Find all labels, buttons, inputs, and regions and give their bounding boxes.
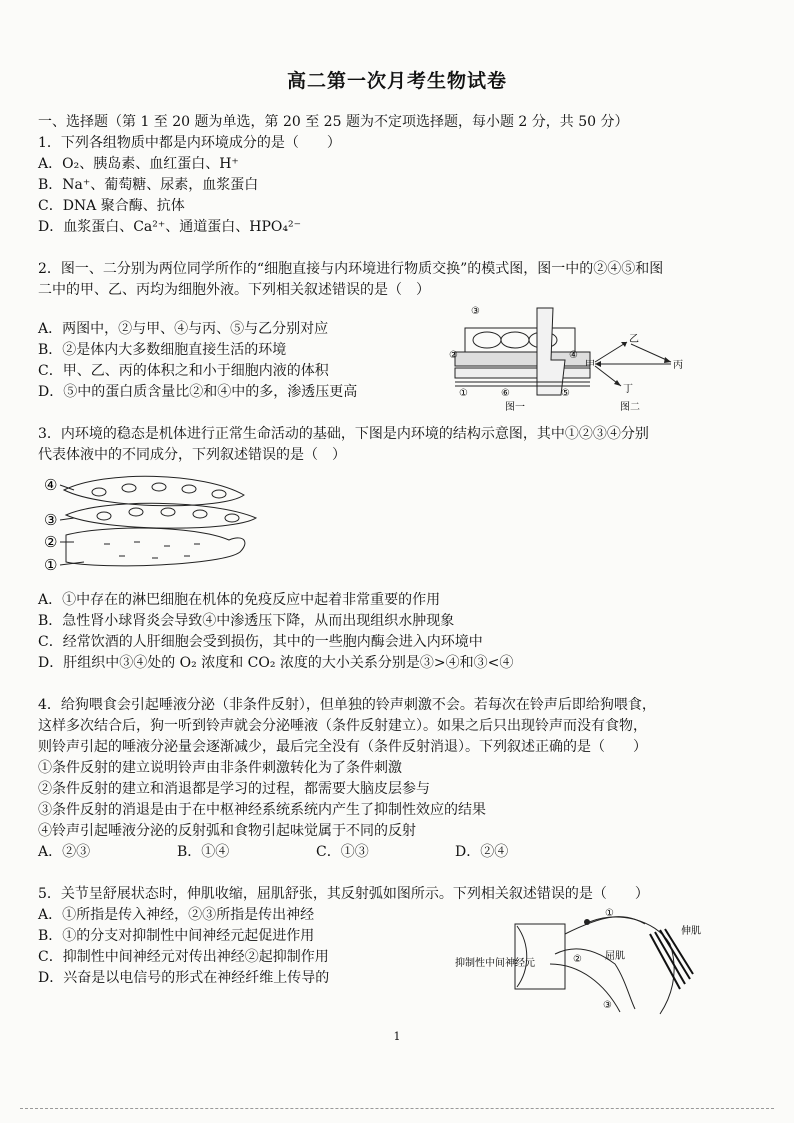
bottom-divider (20, 1108, 774, 1109)
q3-option-c: C．经常饮酒的人肝细胞会受到损伤，其中的一些胞内酶会进入内环境中 (38, 634, 483, 650)
q5-option-c: C．抑制性中间神经元对传出神经②起抑制作用 (38, 949, 329, 965)
q3-fig-label-4: ④ (44, 476, 58, 494)
q5-fig-num-2: ② (573, 954, 582, 965)
q3-stem-line2: 代表体液中的不同成分，下列叙述错误的是（ ） (38, 447, 346, 463)
q2-option-d: D．⑤中的蛋白质含量比②和④中的多，渗透压更高 (38, 384, 358, 400)
q4-statement-2: ②条件反射的建立和消退都是学习的过程，都需要大脑皮层参与 (38, 781, 430, 797)
q5-option-a: A．①所指是传入神经，②③所指是传出神经 (38, 907, 315, 923)
fig2-label-jia: 甲 (585, 360, 595, 371)
q4-stem-line3: 则铃声引起的唾液分泌量会逐渐减少，最后完全没有（条件反射消退）。下列叙述正确的是（ ） (38, 739, 647, 755)
fig1-label-4: ④ (569, 350, 578, 361)
q5-stem: 5．关节呈舒展状态时，伸肌收缩，屈肌舒张，其反射弧如图所示。下列相关叙述错误的是（ ） (38, 886, 649, 902)
q4-stem-line1: 4．给狗喂食会引起唾液分泌（非条件反射），但单独的铃声刺激不会。若每次在铃声后即给狗喂食， (38, 697, 656, 713)
q5-fig-label-extensor: 伸肌 (681, 926, 701, 937)
q1-option-d: D．血浆蛋白、Ca²⁺、通道蛋白、HPO₄²⁻ (38, 219, 302, 235)
q1-stem: 1．下列各组物质中都是内环境成分的是（ ） (38, 135, 341, 151)
q3-option-b: B．急性肾小球肾炎会导致④中渗透压下降，从而出现组织水肿现象 (38, 613, 455, 629)
fig2-label-bing: 丙 (673, 360, 683, 371)
page-number: 1 (393, 1030, 401, 1043)
q5-option-d: D．兴奋是以电信号的形式在神经纤维上传导的 (38, 970, 330, 986)
q4-option-c: C．①③ (316, 844, 369, 860)
q4-statement-4: ④铃声引起唾液分泌的反射弧和食物引起味觉属于不同的反射 (38, 823, 416, 839)
q4-statement-3: ③条件反射的消退是由于在中枢神经系统系统内产生了抑制性效应的结果 (38, 802, 486, 818)
fig2-label-yi: 乙 (629, 334, 639, 345)
fig1-label-6: ⑥ (501, 388, 510, 399)
q2-option-b: B．②是体内大多数细胞直接生活的环境 (38, 342, 287, 358)
q3-option-d: D．肝组织中③④处的 O₂ 浓度和 CO₂ 浓度的大小关系分别是③>④和③<④ (38, 655, 514, 671)
q1-option-b: B．Na⁺、葡萄糖、尿素，血浆蛋白 (38, 177, 259, 193)
fig1-label-3: ③ (471, 306, 480, 317)
q5-figure (455, 904, 705, 1019)
q3-option-a: A．①中存在的淋巴细胞在机体的免疫反应中起着非常重要的作用 (38, 592, 441, 608)
fig1-label-5: ⑤ (561, 388, 570, 399)
q1-option-a: A．O₂、胰岛素、血红蛋白、H⁺ (38, 156, 239, 172)
q4-option-d: D．②④ (455, 844, 509, 860)
q5-fig-label-interneuron: 抑制性中间神经元 (455, 958, 535, 969)
q1-option-c: C．DNA 聚合酶、抗体 (38, 198, 185, 214)
q2-stem-line2: 二中的甲、乙、丙均为细胞外液。下列相关叙述错误的是（ ） (38, 282, 430, 298)
q3-stem-line1: 3．内环境的稳态是机体进行正常生命活动的基础，下图是内环境的结构示意图，其中①②③④分别 (38, 426, 649, 442)
q4-option-b: B．①④ (177, 844, 230, 860)
q4-statement-1: ①条件反射的建立说明铃声由非条件刺激转化为了条件刺激 (38, 760, 402, 776)
q5-fig-num-1: ① (605, 908, 614, 919)
q4-stem-line2: 这样多次结合后，狗一听到铃声就会分泌唾液（条件反射建立）。如果之后只出现铃声而没有食物， (38, 718, 647, 734)
section-header: 一、选择题（第 1 至 20 题为单选，第 20 至 25 题为不定项选择题，每小题 2 分，共 50 分） (38, 114, 629, 130)
fig2-caption: 图二 (620, 402, 640, 413)
q3-fig-label-2: ② (44, 533, 58, 551)
q3-figure (44, 470, 274, 585)
q4-option-a: A．②③ (38, 844, 91, 860)
q5-fig-num-3: ③ (603, 1000, 612, 1011)
page-title: 高二第一次月考生物试卷 (286, 70, 507, 92)
q3-fig-label-1: ① (44, 556, 58, 574)
fig1-label-1: ① (459, 388, 468, 399)
fig2-label-ding: 丁 (623, 384, 633, 395)
q5-option-b: B．①的分支对抑制性中间神经元起促进作用 (38, 928, 315, 944)
q2-option-c: C．甲、乙、丙的体积之和小于细胞内液的体积 (38, 363, 329, 379)
q2-option-a: A．两图中，②与甲、④与丙、⑤与乙分别对应 (38, 321, 329, 337)
q2-stem-line1: 2．图一、二分别为两位同学所作的“细胞直接与内环境进行物质交换”的模式图，图一中的②④⑤和图 (38, 261, 664, 277)
fig1-label-2: ② (449, 350, 458, 361)
q3-fig-label-3: ③ (44, 511, 58, 529)
q5-fig-label-flexor: 屈肌 (605, 951, 625, 962)
q2-figure (445, 300, 715, 415)
fig1-caption: 图一 (505, 402, 525, 413)
